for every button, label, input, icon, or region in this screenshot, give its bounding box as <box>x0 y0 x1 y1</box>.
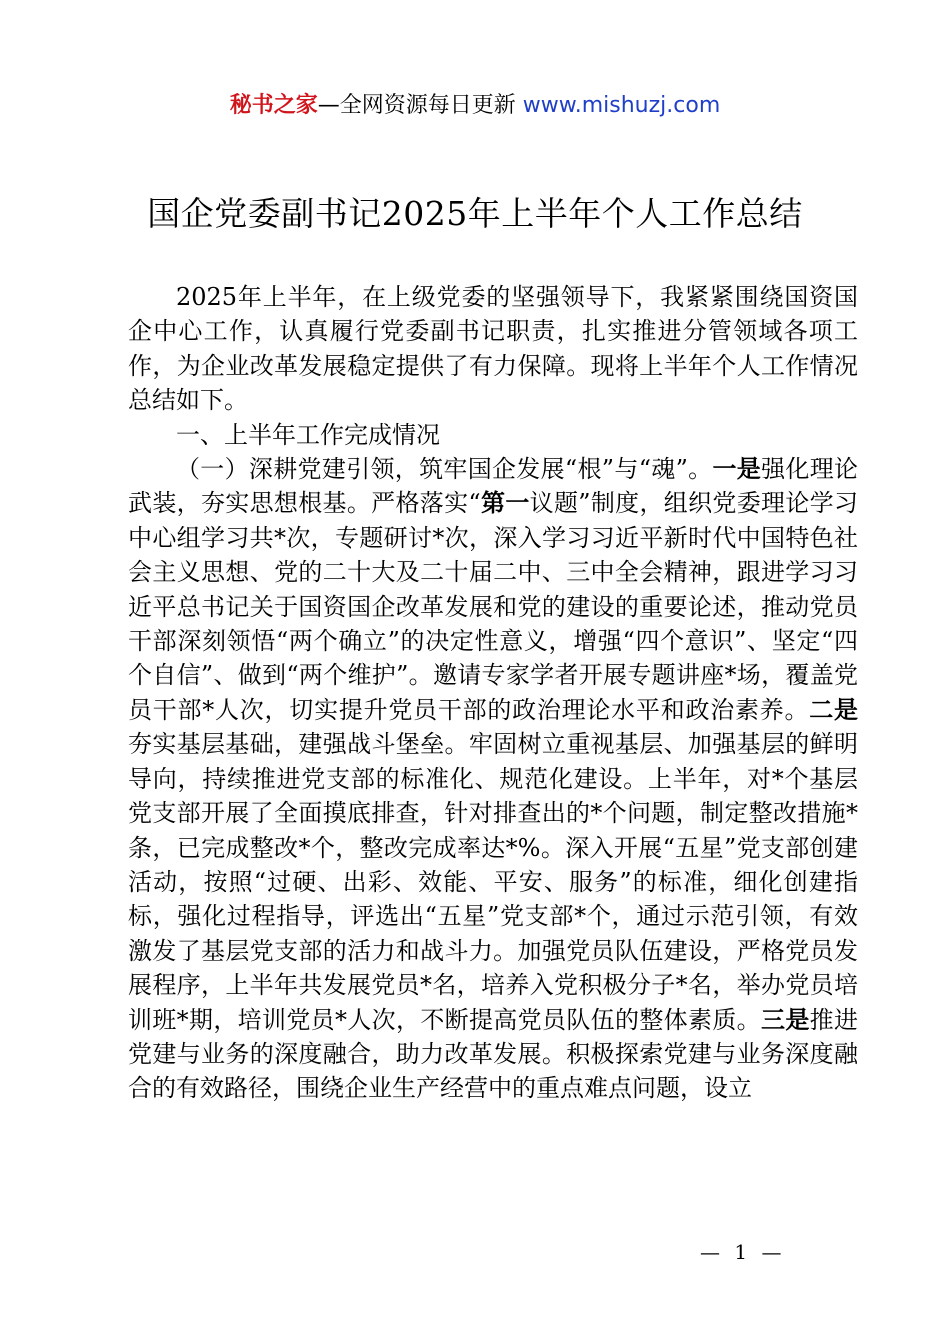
point-text-1a: 强化理论武装，夯实思想根基。严格落实“ <box>128 455 859 518</box>
emphasis-first: 第一 <box>480 488 530 518</box>
intro-paragraph: 2025年上半年，在上级党委的坚强领导下，我紧紧围绕国资国企中心工作，认真履行党委副书记职责，扎实推进分管领域各项工作，为企业改革发展稳定提供了有力保障。现将上半年个人工作情况总结如下。 <box>128 283 858 415</box>
section-heading: 一、上半年工作完成情况 <box>176 420 440 449</box>
point-text-2: 夯实基层基础，建强战斗堡垒。牢固树立重视基层、加强基层的鲜明导向，持续推进党支部的标准化、规范化建设。上半年，对*个基层党支部开展了全面摸底排查，针对排查出的*个问题，制定整改措施*条，已完成整改*个，整改完成率达*%。深入开展“五星”党支部创建活动，按照“过硬、出彩、效能、平安、服务”的标准，细化创建指标，强化过程指导，评选出“五星”党支部*个，通过示范引领，有效激发了基层党支部的活力和战斗力。加强党员队伍建设，严格党员发展程序，上半年共发展党员*名，培养入党积极分子*名，举办党员培训班*期，培训党员*人次，不断提高党员队伍的整体素质。 <box>128 730 858 1034</box>
point-marker-1: 一是 <box>712 454 762 484</box>
page-number: — 1 — <box>700 1240 786 1264</box>
point-text-1b: 议题”制度，组织党委理论学习中心组学习共*次，专题研讨*次，深入学习习近平新时代中国特色社会主义思想、党的二十大及二十届二中、三中全会精神，跟进学习习近平总书记关于国资国企改革发展和党的建设的重要论述，推动党员干部深刻领悟“两个确立”的决定性意义，增强“四个意识”、坚定“四个自信”、做到“两个维护”。邀请专家学者开展专题讲座*场，覆盖党员干部*人次，切实提升党员干部的政治理论水平和政治素养。 <box>128 489 858 724</box>
site-header <box>0 88 950 119</box>
header-tagline: —全网资源每日更新 <box>317 93 516 118</box>
main-paragraph <box>128 452 858 1106</box>
site-url-link[interactable]: www.mishuzj.com <box>522 93 721 118</box>
point-marker-3: 三是 <box>761 1004 810 1034</box>
point-text-3: 推进党建与业务的深度融合，助力改革发展。积极探索党建与业务深度融合的有效路径，围绕企业生产经营中的重点难点问题，设立 <box>128 1005 859 1103</box>
document-body <box>128 280 858 1106</box>
document-title: 国企党委副书记2025年上半年个人工作总结 <box>147 194 803 233</box>
point-marker-2: 二是 <box>809 694 859 724</box>
subsection-heading: （一）深耕党建引领，筑牢国企发展“根”与“魂”。 <box>176 455 713 484</box>
brand-name: 秘书之家 <box>229 93 318 118</box>
